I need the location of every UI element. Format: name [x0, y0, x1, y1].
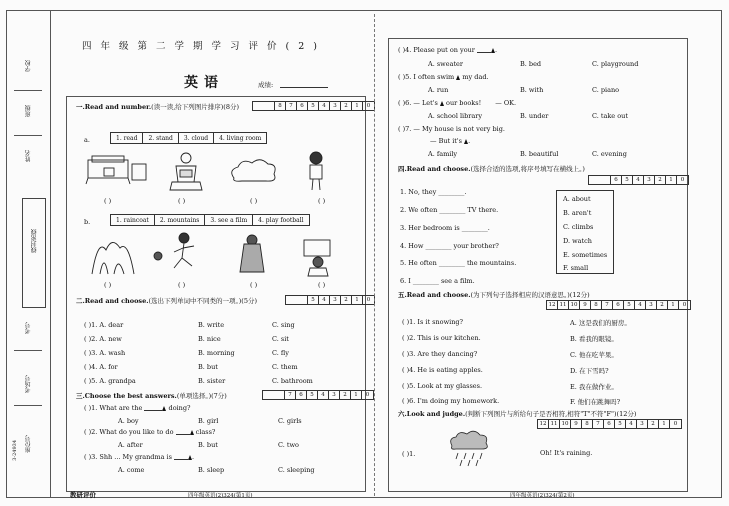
score-cell: 0 [365, 392, 370, 398]
blank-marker-icon [190, 430, 194, 435]
score-cell: 5 [307, 391, 318, 399]
score-cell: 1 [666, 176, 677, 184]
s4-item-2[interactable]: 2. We often ________ TV there. [400, 206, 499, 214]
s3-q2-a[interactable]: A. after [118, 441, 143, 449]
section1-score-box [252, 101, 375, 111]
s5-q3[interactable]: ( )3. Are they dancing? [402, 350, 478, 358]
word-play-football: 4. play football [258, 217, 304, 224]
s2-q5-a[interactable]: ( )5. A. grandpa [84, 377, 136, 385]
word-raincoat: 1. raincoat [111, 215, 155, 225]
choice-d: D. watch [563, 237, 592, 245]
section5-score-box [546, 300, 691, 310]
score-cell: 9 [580, 301, 591, 309]
score-cell: 5 [308, 102, 319, 110]
s6-q1-sentence: Oh! It's raining. [540, 449, 593, 457]
s3-q1-tail: doing? [168, 404, 191, 412]
section6-heading: 六.Look and judge. [398, 410, 466, 418]
s3-q7-b: — But it's . [430, 137, 471, 145]
word-see-a-film: 3. see a film [205, 215, 253, 225]
side-label-name: 姓名 [25, 150, 32, 162]
score-cell: 1 [659, 420, 670, 428]
choice-a: A. about [563, 195, 591, 203]
s3-q2-b[interactable]: B. but [198, 441, 218, 449]
s5-q2[interactable]: ( )2. This is our kitchen. [402, 334, 481, 342]
section2-score-box [285, 295, 375, 305]
seal-box [22, 198, 46, 308]
section2-title [76, 296, 257, 305]
score-cell: 10 [560, 420, 571, 428]
s3-q6-b[interactable]: B. under [520, 112, 549, 120]
answer-paren[interactable]: ( ) [318, 281, 326, 289]
s2-q5-b[interactable]: B. sister [198, 377, 226, 385]
s3-q6-a[interactable]: A. school library [428, 112, 483, 120]
choice-b: B. aren't [563, 209, 592, 217]
s5-opt-a: A. 这是我们的厨房。 [570, 319, 631, 327]
s5-opt-f: F. 他们在跳舞吗? [570, 398, 621, 406]
blank-marker-icon [491, 48, 495, 53]
section5-heading: 五.Read and choose. [398, 291, 471, 299]
s2-q1-b[interactable]: B. write [198, 321, 225, 329]
choice-c: C. climbs [563, 223, 594, 231]
section2-note: (选出下列单词中不同类的一项。)(5分) [148, 297, 258, 305]
s5-opt-d: D. 在下雪吗? [570, 367, 609, 375]
answer-paren[interactable]: ( ) [318, 197, 326, 205]
score-cell: 2 [341, 296, 352, 304]
s3-q4-b[interactable]: B. bed [520, 60, 542, 68]
score-cell: 2 [655, 176, 666, 184]
s2-q2-b[interactable]: B. nice [198, 335, 221, 343]
score-cell: 3 [644, 176, 655, 184]
score-cell: 0 [366, 297, 371, 303]
blank-marker-icon [162, 406, 166, 411]
s2-q4-b[interactable]: B. but [198, 363, 218, 371]
score-line [280, 87, 328, 88]
score-cell: 12 [538, 420, 549, 428]
word-living-room: 4. living room [219, 135, 262, 142]
s3-q7-opt-b[interactable]: B. beautiful [520, 150, 559, 158]
score-cell: 10 [569, 301, 580, 309]
blank-marker-icon [464, 139, 468, 144]
s5-q4[interactable]: ( )4. He is eating apples. [402, 366, 483, 374]
s2-q3-b[interactable]: B. morning [198, 349, 235, 357]
score-cell: 4 [319, 296, 330, 304]
s3-q2-tail: class? [195, 428, 216, 436]
football-picture [154, 233, 194, 268]
s3-q2-c[interactable]: C. two [278, 441, 299, 449]
score-cell: 11 [549, 420, 560, 428]
footer-page-2: 四年级英语(2)324(第2页) [510, 493, 575, 499]
side-divider [14, 90, 42, 91]
section3-title [76, 391, 227, 400]
s3-q6-c[interactable]: C. take out [592, 112, 628, 120]
s3-q5 [398, 73, 489, 81]
s3-q7: ( )7. — My house is not very big. [398, 125, 505, 133]
word-stand: 2. stand [143, 133, 178, 143]
s3-q1-a[interactable]: A. boy [118, 417, 139, 425]
s3-q7-a[interactable]: A. family [428, 150, 458, 158]
page-divider [374, 14, 375, 496]
score-cell: 6 [296, 391, 307, 399]
score-cell: 11 [558, 301, 569, 309]
subject-title: 英语 [184, 75, 224, 91]
section3-heading: 三.Choose the best answers. [76, 392, 177, 400]
score-cell: 1 [351, 391, 362, 399]
score-cell: 0 [366, 103, 371, 109]
score-cell: 2 [340, 391, 351, 399]
score-cell: 4 [319, 102, 330, 110]
standing-boy-picture [310, 152, 322, 190]
s6-q1[interactable]: ( )1. [402, 450, 416, 458]
s3-q7-c[interactable]: C. evening [592, 150, 627, 158]
section6-note: (判断下列图片与所给句子是否相符,相符"T"不符"F")(12分) [465, 410, 637, 418]
side-divider [14, 405, 42, 406]
score-cell: 3 [330, 296, 341, 304]
word-read: 1. read [111, 133, 143, 143]
section1-title [76, 102, 239, 111]
word-mountains: 2. mountains [155, 215, 206, 225]
score-cell: 8 [591, 301, 602, 309]
answer-paren[interactable]: ( ) [178, 197, 186, 205]
score-cell: 0 [673, 421, 678, 427]
footer-page-1: 四年级英语(2)324(第1页) [188, 493, 253, 499]
score-label: 成绩: [258, 81, 274, 89]
s4-item-4[interactable]: 4. How ________ your brother? [400, 242, 499, 250]
score-cell: 2 [341, 102, 352, 110]
section4-score-box [588, 175, 689, 185]
score-cell: 5 [624, 301, 635, 309]
rain-cloud-icon [446, 428, 492, 468]
s5-opt-c: C. 他在吃苹果。 [570, 351, 618, 359]
score-cell: 6 [297, 102, 308, 110]
s3-q1 [84, 404, 191, 412]
s3-q1-b[interactable]: B. girl [198, 417, 219, 425]
s4-item-1[interactable]: 1. No, they ________. [400, 188, 467, 196]
blank-marker-icon [440, 101, 444, 106]
score-cell: 3 [637, 420, 648, 428]
score-cell: 3 [329, 391, 340, 399]
s4-item-3[interactable]: 3. Her bedroom is ________. [400, 224, 490, 232]
side-label-school: 学校 [25, 60, 32, 72]
section4-heading: 四.Read and choose. [398, 165, 471, 173]
score-cell: 0 [682, 302, 687, 308]
blank-marker-icon [188, 455, 192, 460]
side-divider [14, 135, 42, 136]
s3-q4-a[interactable]: A. sweater [428, 60, 464, 68]
score-cell: 3 [646, 301, 657, 309]
s3-q2 [84, 428, 215, 436]
s2-q5-c[interactable]: C. bathroom [272, 377, 313, 385]
cloud-picture [232, 160, 275, 181]
answer-paren[interactable]: ( ) [250, 197, 258, 205]
score-cell: 6 [604, 420, 615, 428]
group-a-label: a. [84, 136, 90, 144]
s3-q5-text: ( )5. I often swim [398, 73, 455, 81]
score-cell: 0 [680, 177, 685, 183]
score-cell: 4 [318, 391, 329, 399]
score-cell: 8 [275, 102, 286, 110]
s2-q4-a[interactable]: ( )4. A. for [84, 363, 118, 371]
mountains-picture [92, 242, 134, 274]
exam-header: 四年级第二学期学习评价(2) [82, 41, 326, 52]
s3-q4-text: ( )4. Please put on your [398, 46, 475, 54]
s3-q3: ( )3. Shh ... My grandma is . [84, 453, 195, 461]
s3-q3-c[interactable]: C. sleeping [278, 466, 315, 474]
answer-paren[interactable]: ( ) [104, 281, 112, 289]
score-cell: 1 [668, 301, 679, 309]
section5-note: (为下列句子选择相应的汉语意思。)(12分) [470, 291, 590, 299]
s5-q6[interactable]: ( )6. I'm doing my homework. [402, 397, 500, 405]
score-cell: 5 [622, 176, 633, 184]
section2-heading: 二.Read and choose. [76, 297, 149, 305]
s3-q6-reply: — OK. [495, 99, 517, 107]
seal-line-label: 线封密线 [31, 229, 38, 253]
section6-title [398, 409, 636, 418]
section3-score-box [262, 390, 374, 400]
s2-q3-a[interactable]: ( )3. A. wash [84, 349, 126, 357]
group-b-words [110, 214, 310, 226]
score-cell: 4 [635, 301, 646, 309]
section5-title [398, 290, 590, 299]
s4-item-6[interactable]: 6. I ________ see a film. [400, 277, 475, 285]
score-cell: 6 [611, 176, 622, 184]
living-room-picture [86, 156, 146, 184]
section4-title [398, 164, 585, 173]
side-divider [14, 350, 42, 351]
side-code: 3-24934 [12, 440, 18, 461]
score-cell: 7 [286, 102, 297, 110]
s4-item-5[interactable]: 5. He often ________ the mountains. [400, 259, 517, 267]
score-cell: 12 [547, 301, 558, 309]
s5-opt-b: B. 看我的眼镜。 [570, 335, 618, 343]
answer-paren[interactable]: ( ) [250, 281, 258, 289]
s3-q3-b[interactable]: B. sleep [198, 466, 225, 474]
s2-q3-c[interactable]: C. fly [272, 349, 289, 357]
film-picture [304, 240, 330, 276]
s5-q5[interactable]: ( )5. Look at my glasses. [402, 382, 483, 390]
binding-line [50, 10, 51, 498]
choice-f: F. small [563, 264, 589, 272]
footer-brand: 教研评价 [70, 491, 96, 499]
s4-choice-box [556, 190, 614, 274]
s3-q6-tail: our books! [446, 99, 482, 107]
score-cell [263, 391, 285, 399]
binding-column [6, 10, 56, 498]
answer-paren[interactable]: ( ) [178, 281, 186, 289]
group-a-pictures [84, 150, 354, 195]
s3-q1-text: ( )1. What are the [84, 404, 143, 412]
section4-note: (选择合适的选项,将序号填写在横线上。) [470, 165, 585, 173]
score-cell: 7 [593, 420, 604, 428]
score-cell: 9 [571, 420, 582, 428]
s2-q1-a[interactable]: ( )1. A. dear [84, 321, 124, 329]
word-cloud: 3. cloud [179, 133, 214, 143]
s2-q2-c[interactable]: C. sit [272, 335, 289, 343]
score-cell: 2 [657, 301, 668, 309]
s3-q4-c[interactable]: C. playground [592, 60, 639, 68]
section3-note: (单项选择。)(7分) [176, 392, 227, 400]
score-cell: 4 [633, 176, 644, 184]
s2-q2-a[interactable]: ( )2. A. new [84, 335, 122, 343]
score-cell: 7 [602, 301, 613, 309]
s2-q1-c[interactable]: C. sing [272, 321, 295, 329]
s3-q2-text: ( )2. What do you like to do [84, 428, 174, 436]
s2-q4-c[interactable]: C. them [272, 363, 298, 371]
group-b-label: b. [84, 218, 91, 226]
s3-q4: ( )4. Please put on your . [398, 46, 498, 54]
score-cell [589, 176, 611, 184]
score-cell: 5 [615, 420, 626, 428]
side-label-seat: 座位号 [25, 435, 32, 453]
answer-paren[interactable]: ( ) [104, 197, 112, 205]
score-cell [286, 296, 308, 304]
score-cell: 2 [648, 420, 659, 428]
side-label-room: 考场号 [25, 375, 32, 393]
s3-q6-text: ( )6. — Let's [398, 99, 438, 107]
score-cell: 5 [308, 296, 319, 304]
s5-q1[interactable]: ( )1. Is it snowing? [402, 318, 464, 326]
score-cell: 1 [352, 296, 363, 304]
s5-opt-e: E. 我在做作业。 [570, 383, 618, 391]
s3-q3-a[interactable]: A. come [118, 466, 145, 474]
score-cell: 4 [626, 420, 637, 428]
side-label-class: 班级 [25, 105, 32, 117]
score-cell: 8 [582, 420, 593, 428]
s3-q1-c[interactable]: C. girls [278, 417, 302, 425]
score-cell: 7 [285, 391, 296, 399]
section1-note: (读一读,给下列图片排序)(8分) [151, 103, 240, 111]
score-cell: 3 [330, 102, 341, 110]
s3-q3-text: ( )3. Shh ... My grandma is [84, 453, 172, 461]
section6-score-box [537, 419, 682, 429]
side-label-exam-no: 考号 [25, 322, 32, 334]
s3-q5-c[interactable]: C. piano [592, 86, 620, 94]
s3-q7-tail: — But it's [430, 137, 463, 145]
s3-q5-b[interactable]: B. with [520, 86, 544, 94]
s3-q5-tail: my dad. [462, 73, 489, 81]
section1-heading: 一.Read and number. [76, 103, 152, 111]
reading-picture [170, 153, 202, 190]
group-a-words [110, 132, 267, 144]
score-cell: 6 [613, 301, 624, 309]
score-cell [253, 102, 275, 110]
s3-q5-a[interactable]: A. run [428, 86, 449, 94]
choice-e: E. sometimes [563, 251, 608, 259]
score-cell: 1 [352, 102, 363, 110]
blank-marker-icon [456, 75, 460, 80]
s3-q6 [398, 99, 516, 107]
raincoat-picture [240, 235, 264, 272]
group-b-pictures [84, 232, 354, 278]
